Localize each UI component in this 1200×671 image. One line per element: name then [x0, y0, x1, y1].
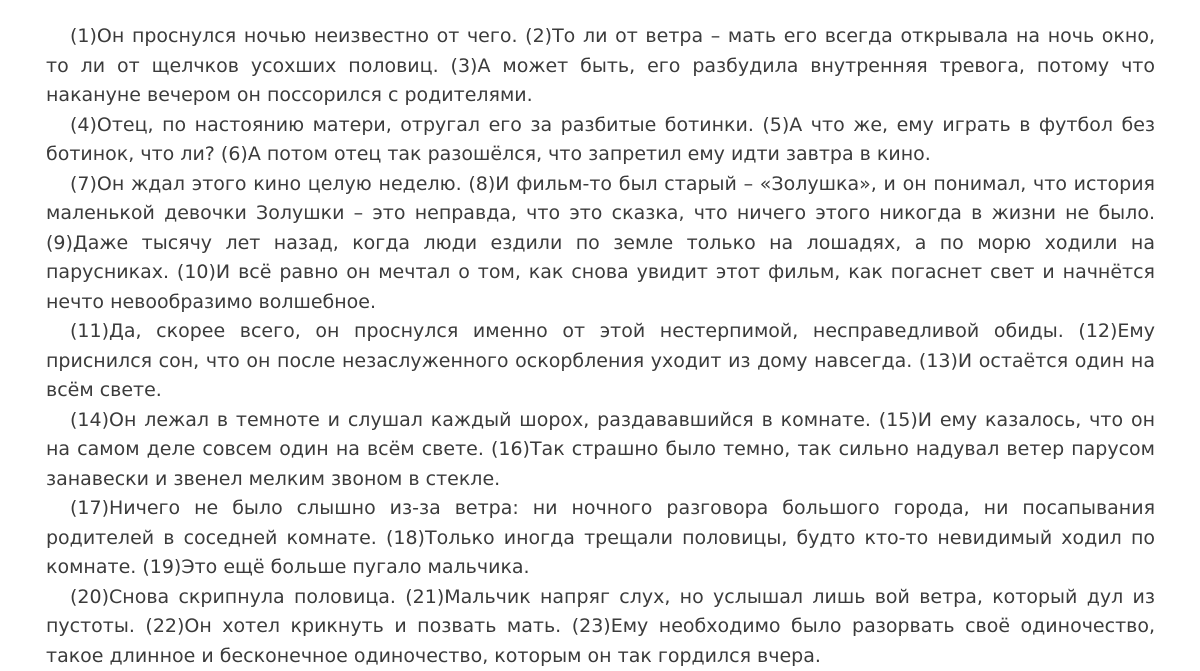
paragraph-7: (20)Снова скрипнула половица. (21)Мальчик напряг слух, но услышал лишь вой ветра, который дул из пустоты. (22)Он хотел крикнуть и позвать мать. (23)Ему необходимо было разорвать своё одиночество, такое длинное и бесконечное одиночество, которым он так гордился вчера.: [46, 585, 1155, 667]
paragraph-5: (14)Он лежал в темноте и слушал каждый шорох, раздававшийся в комнате. (15)И ему казалось, что он на самом деле совсем один на всём свете. (16)Так страшно было темно, так сильно надувал ветер парусом занавески и звенел мелким звоном в стекле.: [46, 408, 1155, 490]
paragraph-2: (4)Отец, по настоянию матери, отругал его за разбитые ботинки. (5)А что же, ему играть в футбол без ботинок, что ли? (6)А потом отец так разошёлся, что запретил ему идти завтра в кино.: [46, 113, 1155, 165]
paragraph-4: (11)Да, скорее всего, он проснулся именно от этой нестерпимой, несправедливой обиды. (12)Ему приснился сон, что он после незаслуженного оскорбления уходит из дому навсегда. (13)И остаётся один на всём свете.: [46, 320, 1155, 401]
paragraph-1: (1)Он проснулся ночью неизвестно от чего. (2)То ли от ветра – мать его всегда открывала на ночь окно, то ли от щелчков усохших половиц. (3)А может быть, его разбудила внутренняя тревога, потому что накануне вечером он поссорился с родителями.: [46, 25, 1155, 106]
paragraph-3: (7)Он ждал этого кино целую неделю. (8)И фильм-то был старый – «Золушка», и он понимал, что история маленькой девочки Золушки – это неправда, что это сказка, что ничего этого никогда в жизни не было. (9)Даже тысячу лет назад, когда люди ездили по земле только на лошадях, а по морю ходили на парусниках. (10)И всё равно он мечтал о том, как снова увидит этот фильм, как погаснет свет и начнётся нечто невообразимо волшебное.: [46, 172, 1155, 313]
paragraph-6: (17)Ничего не было слышно из-за ветра: ни ночного разговора большого города, ни посапывания родителей в соседней комнате. (18)Только иногда трещали половицы, будто кто-то невидимый ходил по комнате. (19)Это ещё больше пугало мальчика.: [46, 497, 1155, 578]
